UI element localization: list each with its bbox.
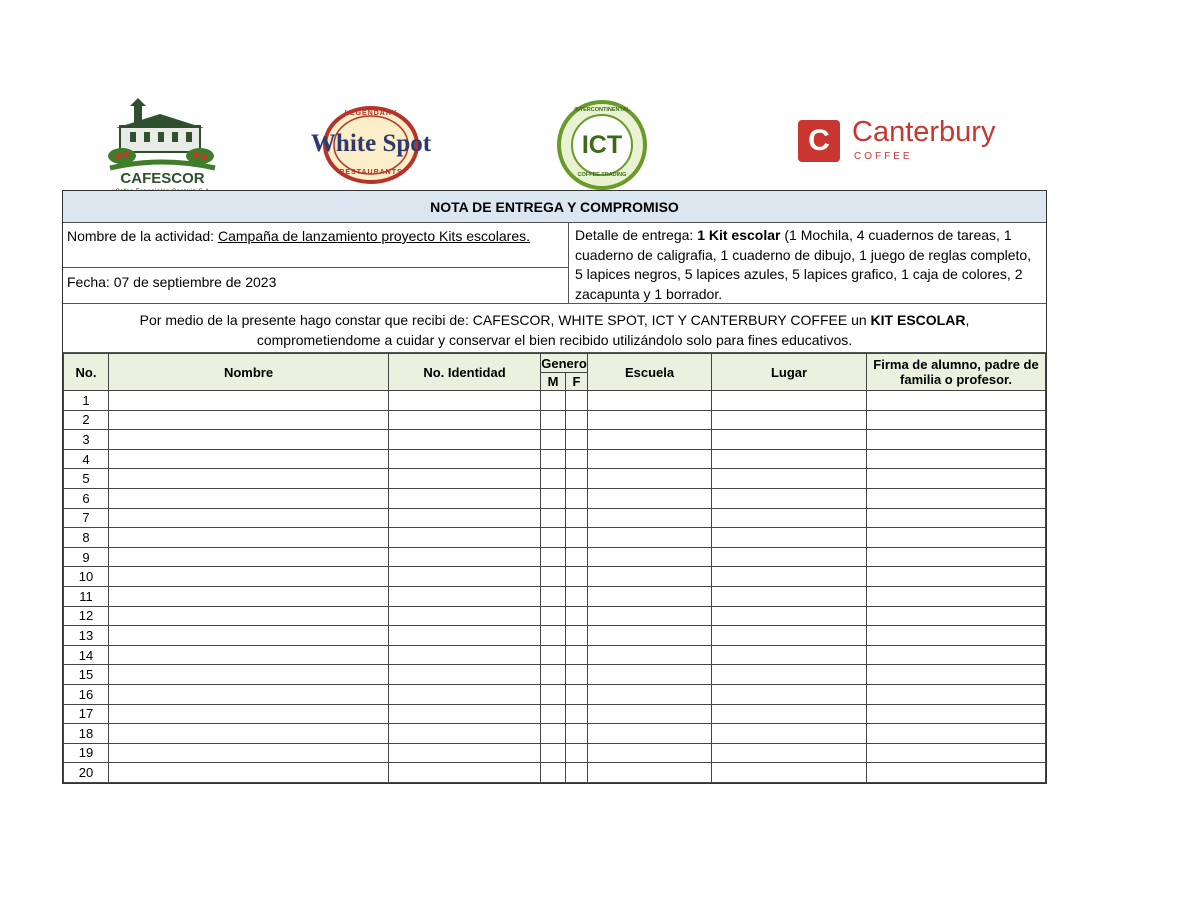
- f-cell: [566, 626, 588, 646]
- table-row: [64, 665, 1046, 685]
- escuela-cell: [588, 430, 712, 450]
- nombre-cell: [109, 547, 389, 567]
- firma-cell: [867, 606, 1046, 626]
- identidad-cell: [389, 508, 541, 528]
- m-cell: [541, 743, 566, 763]
- escuela-cell: [588, 567, 712, 587]
- nombre-cell: [109, 449, 389, 469]
- firma-cell: [867, 430, 1046, 450]
- canterbury-name: Canterbury: [852, 116, 996, 148]
- detail-kit: 1 Kit escolar: [697, 227, 781, 243]
- lugar-cell: [712, 547, 867, 567]
- f-cell: [566, 743, 588, 763]
- identidad-cell: [389, 626, 541, 646]
- cafescor-logo: [100, 98, 225, 198]
- escuela-cell: [588, 488, 712, 508]
- table-row: [64, 488, 1046, 508]
- nombre-cell: [109, 528, 389, 548]
- nombre-cell: [109, 684, 389, 704]
- nombre-cell: [109, 586, 389, 606]
- row-number: 1: [64, 391, 109, 411]
- identidad-cell: [389, 684, 541, 704]
- row-number: 18: [64, 724, 109, 744]
- row-number: 13: [64, 626, 109, 646]
- identidad-cell: [389, 449, 541, 469]
- header-nombre: Nombre: [109, 354, 389, 391]
- m-cell: [541, 547, 566, 567]
- m-cell: [541, 469, 566, 489]
- detail-label: Detalle de entrega:: [575, 227, 698, 243]
- lugar-cell: [712, 626, 867, 646]
- lugar-cell: [712, 684, 867, 704]
- table-row: [64, 430, 1046, 450]
- whitespot-arc-top: LEGENDARY: [344, 110, 398, 117]
- lugar-cell: [712, 645, 867, 665]
- row-number: 12: [64, 606, 109, 626]
- nombre-cell: [109, 645, 389, 665]
- lugar-cell: [712, 763, 867, 783]
- ict-arc-bottom: COFFEE TRADING: [577, 172, 627, 178]
- detail-items: (1 Mochila, 4 cuadernos de tareas, 1 cuaderno de caligrafia, 1 cuaderno de dibujo, 1 juego de reglas completo, 5 lapices negros, 5 lapices azules, 5 lapices grafico, 1 caja de colores, 2 zacapunta y 1 borrador.: [575, 227, 1032, 302]
- firma-cell: [867, 547, 1046, 567]
- header-f: F: [566, 373, 588, 391]
- escuela-cell: [588, 724, 712, 744]
- nombre-cell: [109, 410, 389, 430]
- lugar-cell: [712, 743, 867, 763]
- nombre-cell: [109, 508, 389, 528]
- lugar-cell: [712, 704, 867, 724]
- firma-cell: [867, 410, 1046, 430]
- header-identidad: No. Identidad: [389, 354, 541, 391]
- whitespot-arc-bottom: RESTAURANTS: [339, 169, 403, 176]
- escuela-cell: [588, 391, 712, 411]
- table-row: [64, 449, 1046, 469]
- identidad-cell: [389, 645, 541, 665]
- lugar-cell: [712, 567, 867, 587]
- firma-cell: [867, 743, 1046, 763]
- escuela-cell: [588, 763, 712, 783]
- lugar-cell: [712, 528, 867, 548]
- nombre-cell: [109, 469, 389, 489]
- header-m: M: [541, 373, 566, 391]
- f-cell: [566, 391, 588, 411]
- escuela-cell: [588, 547, 712, 567]
- escuela-cell: [588, 684, 712, 704]
- firma-cell: [867, 488, 1046, 508]
- identidad-cell: [389, 391, 541, 411]
- identidad-cell: [389, 704, 541, 724]
- row-number: 2: [64, 410, 109, 430]
- table-row: [64, 704, 1046, 724]
- identidad-cell: [389, 469, 541, 489]
- m-cell: [541, 430, 566, 450]
- firma-cell: [867, 469, 1046, 489]
- row-number: 3: [64, 430, 109, 450]
- form-info: [63, 223, 1046, 304]
- identidad-cell: [389, 567, 541, 587]
- escuela-cell: [588, 528, 712, 548]
- m-cell: [541, 508, 566, 528]
- nombre-cell: [109, 430, 389, 450]
- table-row: [64, 528, 1046, 548]
- f-cell: [566, 763, 588, 783]
- identidad-cell: [389, 724, 541, 744]
- identidad-cell: [389, 488, 541, 508]
- row-number: 17: [64, 704, 109, 724]
- escuela-cell: [588, 626, 712, 646]
- table-row: [64, 508, 1046, 528]
- ict-name: ICT: [581, 131, 623, 159]
- table-row: [64, 547, 1046, 567]
- header-firma: Firma de alumno, padre de familia o profesor.: [867, 354, 1046, 391]
- identidad-cell: [389, 410, 541, 430]
- escuela-cell: [588, 645, 712, 665]
- identidad-cell: [389, 430, 541, 450]
- row-number: 11: [64, 586, 109, 606]
- f-cell: [566, 724, 588, 744]
- firma-cell: [867, 626, 1046, 646]
- m-cell: [541, 528, 566, 548]
- whitespot-logo: [292, 106, 450, 184]
- header-lugar: Lugar: [712, 354, 867, 391]
- f-cell: [566, 449, 588, 469]
- table-row: [64, 391, 1046, 411]
- activity-value: Campaña de lanzamiento proyecto Kits escolares.: [217, 228, 531, 244]
- f-cell: [566, 469, 588, 489]
- identidad-cell: [389, 743, 541, 763]
- firma-cell: [867, 567, 1046, 587]
- declaration-line-2: comprometiendome a cuidar y conservar el bien recibido utilizándolo solo para fines educativos.: [256, 332, 853, 348]
- canterbury-mark-icon: C: [798, 120, 840, 162]
- escuela-cell: [588, 606, 712, 626]
- firma-cell: [867, 391, 1046, 411]
- row-number: 15: [64, 665, 109, 685]
- escuela-cell: [588, 665, 712, 685]
- header-escuela: Escuela: [588, 354, 712, 391]
- escuela-cell: [588, 410, 712, 430]
- lugar-cell: [712, 449, 867, 469]
- firma-cell: [867, 665, 1046, 685]
- firma-cell: [867, 763, 1046, 783]
- m-cell: [541, 391, 566, 411]
- escuela-cell: [588, 449, 712, 469]
- firma-cell: [867, 724, 1046, 744]
- table-row: [64, 626, 1046, 646]
- table-row: [64, 645, 1046, 665]
- f-cell: [566, 488, 588, 508]
- declaration: [63, 304, 1046, 353]
- identidad-cell: [389, 606, 541, 626]
- activity-field: [63, 223, 568, 268]
- f-cell: [566, 410, 588, 430]
- escuela-cell: [588, 704, 712, 724]
- firma-cell: [867, 528, 1046, 548]
- lugar-cell: [712, 469, 867, 489]
- firma-cell: [867, 449, 1046, 469]
- m-cell: [541, 567, 566, 587]
- identidad-cell: [389, 528, 541, 548]
- firma-cell: [867, 586, 1046, 606]
- m-cell: [541, 645, 566, 665]
- row-number: 4: [64, 449, 109, 469]
- table-row: [64, 724, 1046, 744]
- nombre-cell: [109, 567, 389, 587]
- delivery-detail: [569, 223, 1046, 303]
- m-cell: [541, 665, 566, 685]
- row-number: 9: [64, 547, 109, 567]
- canterbury-sub: COFFEE: [854, 151, 913, 162]
- activity-label: Nombre de la actividad:: [67, 228, 218, 244]
- canterbury-logo: [798, 118, 1038, 168]
- nombre-cell: [109, 626, 389, 646]
- row-number: 8: [64, 528, 109, 548]
- header-genero: Genero: [541, 355, 587, 371]
- f-cell: [566, 586, 588, 606]
- m-cell: [541, 410, 566, 430]
- lugar-cell: [712, 586, 867, 606]
- cafescor-name: CAFESCOR: [120, 170, 205, 187]
- m-cell: [541, 704, 566, 724]
- escuela-cell: [588, 743, 712, 763]
- f-cell: [566, 547, 588, 567]
- m-cell: [541, 586, 566, 606]
- recipients-table: [63, 353, 1046, 783]
- escuela-cell: [588, 586, 712, 606]
- form-info-left: [63, 223, 569, 303]
- delivery-form: [62, 190, 1047, 784]
- row-number: 16: [64, 684, 109, 704]
- lugar-cell: [712, 488, 867, 508]
- nombre-cell: [109, 391, 389, 411]
- ict-logo: [556, 100, 648, 190]
- row-number: 7: [64, 508, 109, 528]
- firma-cell: [867, 645, 1046, 665]
- table-row: [64, 567, 1046, 587]
- header-no: No.: [64, 354, 109, 391]
- f-cell: [566, 528, 588, 548]
- f-cell: [566, 645, 588, 665]
- date-field: Fecha: 07 de septiembre de 2023: [67, 274, 277, 290]
- identidad-cell: [389, 763, 541, 783]
- f-cell: [566, 430, 588, 450]
- nombre-cell: [109, 743, 389, 763]
- escuela-cell: [588, 469, 712, 489]
- table-row: [64, 684, 1046, 704]
- lugar-cell: [712, 430, 867, 450]
- identidad-cell: [389, 586, 541, 606]
- m-cell: [541, 684, 566, 704]
- firma-cell: [867, 508, 1046, 528]
- nombre-cell: [109, 665, 389, 685]
- f-cell: [566, 684, 588, 704]
- f-cell: [566, 665, 588, 685]
- lugar-cell: [712, 410, 867, 430]
- m-cell: [541, 488, 566, 508]
- m-cell: [541, 626, 566, 646]
- row-number: 19: [64, 743, 109, 763]
- nombre-cell: [109, 488, 389, 508]
- m-cell: [541, 606, 566, 626]
- nombre-cell: [109, 606, 389, 626]
- lugar-cell: [712, 508, 867, 528]
- nombre-cell: [109, 724, 389, 744]
- table-row: [64, 586, 1046, 606]
- lugar-cell: [712, 391, 867, 411]
- f-cell: [566, 567, 588, 587]
- row-number: 6: [64, 488, 109, 508]
- m-cell: [541, 449, 566, 469]
- identidad-cell: [389, 547, 541, 567]
- lugar-cell: [712, 665, 867, 685]
- table-row: [64, 743, 1046, 763]
- row-number: 5: [64, 469, 109, 489]
- f-cell: [566, 606, 588, 626]
- table-row: [64, 410, 1046, 430]
- table-row: [64, 469, 1046, 489]
- escuela-cell: [588, 508, 712, 528]
- table-row: [64, 606, 1046, 626]
- m-cell: [541, 724, 566, 744]
- firma-cell: [867, 704, 1046, 724]
- declaration-line-1: Por medio de la presente hago constar que recibi de: CAFESCOR, WHITE SPOT, ICT Y CANTERBURY COFFEE un KIT ESCOLAR,: [139, 312, 970, 328]
- identidad-cell: [389, 665, 541, 685]
- row-number: 14: [64, 645, 109, 665]
- form-title: NOTA DE ENTREGA Y COMPROMISO: [63, 191, 1046, 223]
- nombre-cell: [109, 704, 389, 724]
- firma-cell: [867, 684, 1046, 704]
- f-cell: [566, 704, 588, 724]
- whitespot-name: White Spot: [310, 130, 432, 157]
- table-row: [64, 763, 1046, 783]
- row-number: 10: [64, 567, 109, 587]
- lugar-cell: [712, 606, 867, 626]
- m-cell: [541, 763, 566, 783]
- lugar-cell: [712, 724, 867, 744]
- row-number: 20: [64, 763, 109, 783]
- ict-arc-top: INTERCONTINENTAL: [574, 107, 630, 113]
- f-cell: [566, 508, 588, 528]
- nombre-cell: [109, 763, 389, 783]
